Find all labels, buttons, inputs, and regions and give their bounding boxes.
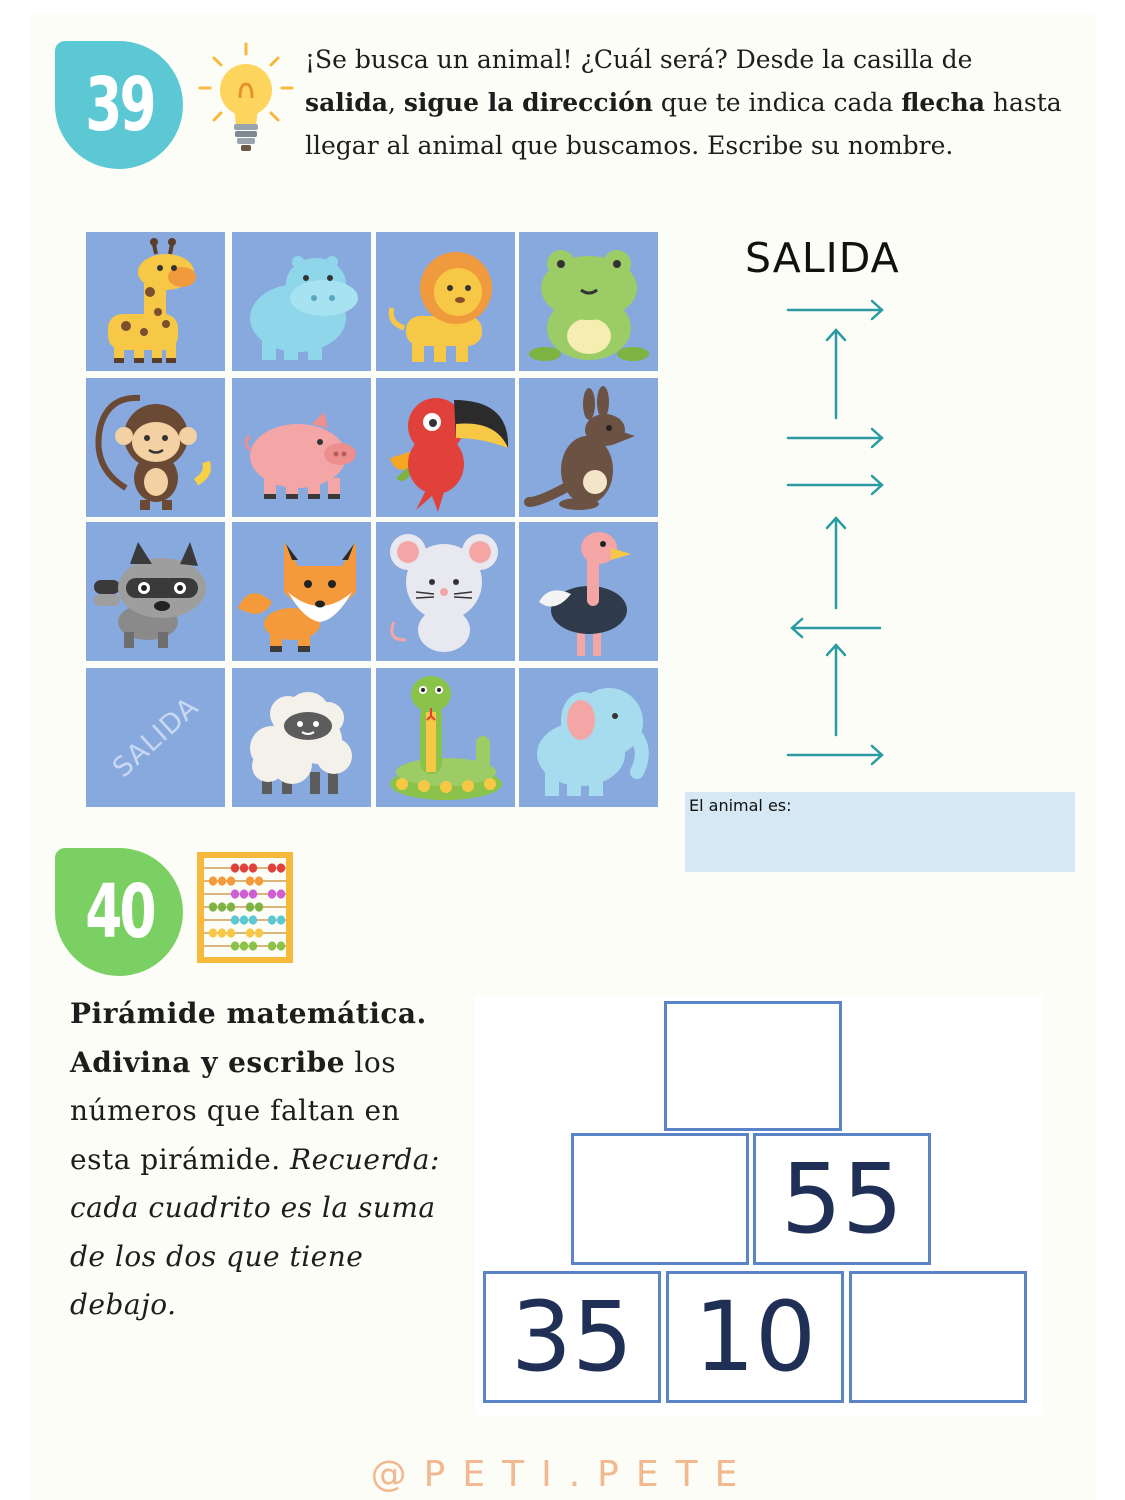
answer-field[interactable] bbox=[685, 792, 1075, 872]
cell-kangaroo bbox=[519, 378, 658, 517]
cell-mouse bbox=[376, 522, 515, 661]
cell-fox bbox=[232, 522, 371, 661]
lion-icon bbox=[376, 232, 515, 371]
cell-salida bbox=[86, 668, 225, 807]
cell-giraffe bbox=[86, 232, 225, 371]
cell-ostrich bbox=[519, 522, 658, 661]
raccoon-icon bbox=[86, 522, 225, 661]
hippo-icon bbox=[232, 232, 371, 371]
cell-hippo bbox=[232, 232, 371, 371]
pyramid-top-box[interactable] bbox=[664, 1001, 842, 1131]
pyramid-bottom-right-box[interactable] bbox=[849, 1271, 1027, 1403]
cell-raccoon bbox=[86, 522, 225, 661]
arrow-right bbox=[788, 301, 882, 319]
lightbulb-icon bbox=[196, 40, 296, 158]
sheep-icon bbox=[232, 668, 371, 807]
arrow-up bbox=[827, 645, 845, 735]
ostrich-icon bbox=[519, 522, 658, 661]
monkey-icon bbox=[86, 378, 225, 517]
animal-grid bbox=[84, 230, 662, 812]
cell-snake bbox=[376, 668, 515, 807]
arrow-up bbox=[827, 330, 845, 418]
elephant-icon bbox=[519, 668, 658, 807]
cell-pig bbox=[232, 378, 371, 517]
pyramid-bottom-left-box[interactable]: 35 bbox=[483, 1271, 661, 1403]
cell-lion bbox=[376, 232, 515, 371]
fox-icon bbox=[232, 522, 371, 661]
exercise-39-badge: 39 bbox=[55, 41, 183, 169]
arrow-left bbox=[792, 619, 880, 637]
pyramid-bottom-middle-box[interactable]: 10 bbox=[666, 1271, 844, 1403]
exercise-40-instructions: Pirámide matemática. Adivina y escribe los números que faltan en esta pirámide. Recuerda: cada cuadrito es la suma de los dos que tiene debajo. bbox=[70, 997, 440, 1321]
frog-icon bbox=[519, 232, 658, 371]
pig-icon bbox=[232, 378, 371, 517]
exercise-39-instructions: ¡Se busca un animal! ¿Cuál será? Desde la casilla de salida, sigue la dirección que te indica cada flecha hasta llegar al animal que buscamos. Escribe su nombre. bbox=[305, 45, 1062, 160]
parrot-icon bbox=[376, 378, 515, 517]
footer-watermark: @PETI.PETE bbox=[370, 1454, 755, 1495]
cell-frog bbox=[519, 232, 658, 371]
arrow-right bbox=[788, 429, 882, 447]
cell-monkey bbox=[86, 378, 225, 517]
snake-icon bbox=[376, 668, 515, 807]
answer-label: El animal es: bbox=[689, 796, 792, 815]
giraffe-icon bbox=[86, 232, 225, 371]
direction-arrows bbox=[780, 290, 900, 780]
pyramid-middle-right-box[interactable]: 55 bbox=[753, 1133, 931, 1265]
exercise-40-badge: 40 bbox=[55, 848, 183, 976]
cell-sheep bbox=[232, 668, 371, 807]
abacus-icon bbox=[195, 850, 295, 965]
arrow-right bbox=[788, 746, 882, 764]
directions-title: SALIDA bbox=[745, 234, 900, 282]
arrow-up bbox=[827, 518, 845, 608]
kangaroo-icon bbox=[519, 378, 658, 517]
cell-elephant bbox=[519, 668, 658, 807]
cell-parrot bbox=[376, 378, 515, 517]
mouse-icon bbox=[376, 522, 515, 661]
salida-grid-label: SALIDA bbox=[106, 691, 205, 784]
pyramid-middle-left-box[interactable] bbox=[571, 1133, 749, 1265]
arrow-right bbox=[788, 476, 882, 494]
